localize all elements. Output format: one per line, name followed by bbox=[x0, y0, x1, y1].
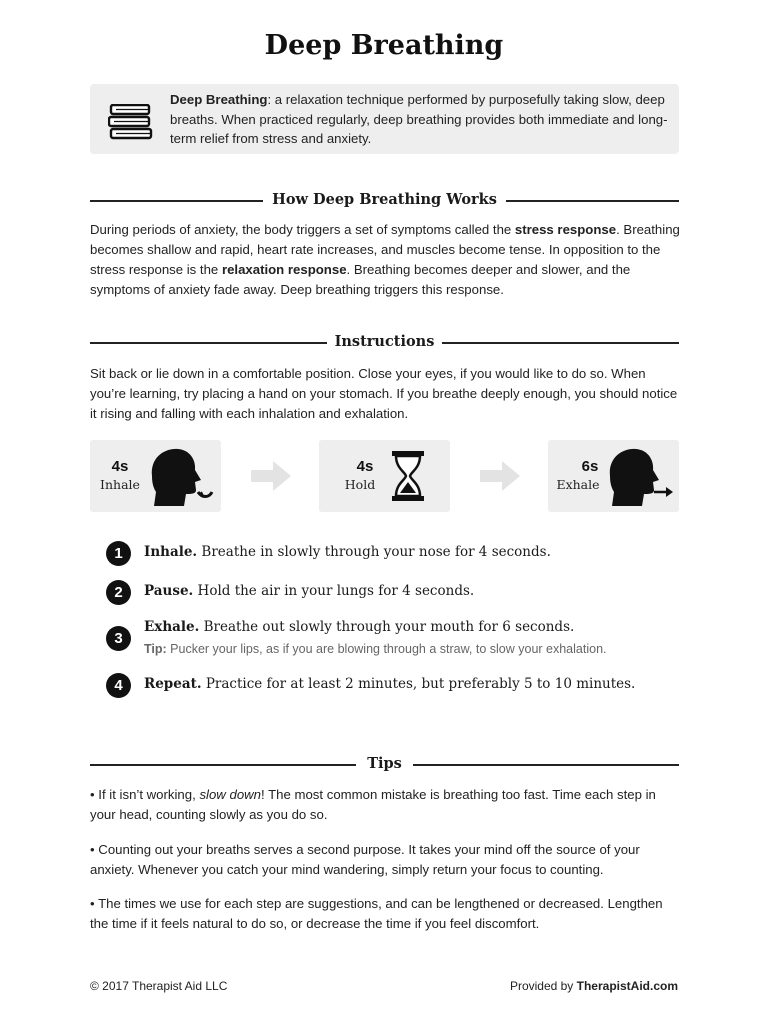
tip-item-3 bbox=[90, 894, 682, 934]
inhale-head-icon bbox=[146, 446, 216, 508]
footer-provided-by bbox=[510, 979, 678, 993]
heading-rule bbox=[506, 200, 679, 202]
step-number-badge: 4 bbox=[106, 673, 131, 698]
step-body: Breathe out slowly through your mouth for 6 seconds. bbox=[199, 619, 575, 635]
definition-body: : a relaxation technique performed by purposefully taking slow, deep breaths. When practiced regularly, deep breathing provides both immediate and long-term relief from stress and anxiety. bbox=[170, 92, 668, 146]
step-text bbox=[144, 583, 474, 599]
stress-response-term: stress response bbox=[514, 222, 617, 237]
how-it-works-paragraph bbox=[90, 220, 682, 300]
tip-item-1 bbox=[90, 785, 682, 825]
instructions-intro: Sit back or lie down in a comfortable position. Close your eyes, if you would like to do so. When you’re learning, try placing a hand on your stomach. If you breathe deeply enough, you should notice it rising and falling with each inhalation and exhalation. bbox=[90, 366, 678, 421]
instruction-step-2 bbox=[106, 580, 686, 610]
step-label: Inhale bbox=[100, 477, 140, 492]
exhale-head-icon bbox=[606, 446, 676, 508]
tip-text: Counting out your breaths serves a second purpose. It takes your mind off the source of your anxiety. Whenever you catch your mind wandering, simply return your focus to counting. bbox=[90, 842, 640, 877]
step-label: Exhale bbox=[556, 477, 600, 492]
definition-text bbox=[170, 90, 670, 149]
step-text bbox=[144, 544, 551, 560]
arrow-right-icon bbox=[480, 458, 520, 494]
instruction-step-4 bbox=[106, 673, 686, 703]
step-title: Repeat. bbox=[144, 676, 202, 692]
footer-brand-link[interactable]: TherapistAid.com bbox=[576, 979, 678, 993]
step-body: Hold the air in your lungs for 4 seconds. bbox=[193, 583, 475, 599]
instruction-step-1 bbox=[106, 541, 686, 571]
tip-emphasis: slow down bbox=[199, 787, 262, 802]
section-heading-tips bbox=[90, 753, 679, 775]
step-label: Hold bbox=[344, 477, 376, 492]
tip-label: Tip: bbox=[144, 642, 167, 656]
bullet: • bbox=[90, 787, 95, 802]
step-text bbox=[144, 676, 635, 692]
para-text: . Breathing becomes deeper and slower, and the symptoms of anxiety fade away. Deep breathing triggers this response. bbox=[90, 262, 631, 297]
heading-rule bbox=[413, 764, 679, 766]
step-body: Practice for at least 2 minutes, but preferably 5 to 10 minutes. bbox=[201, 676, 636, 692]
bullet: • bbox=[90, 842, 95, 857]
heading-label: How Deep Breathing Works bbox=[272, 191, 497, 208]
step-title: Pause. bbox=[144, 583, 194, 599]
heading-label: Instructions bbox=[334, 333, 435, 350]
provided-prefix: Provided by bbox=[509, 979, 577, 993]
step-text bbox=[144, 619, 574, 635]
diagram-step-inhale bbox=[90, 440, 221, 512]
step-tip bbox=[144, 642, 607, 656]
bullet: • bbox=[90, 896, 95, 911]
tip-text: If it isn’t working, bbox=[98, 787, 200, 802]
arrow-right-icon bbox=[251, 458, 291, 494]
step-number-badge: 2 bbox=[106, 580, 131, 605]
section-heading-how bbox=[90, 189, 679, 211]
tip-text: Pucker your lips, as if you are blowing through a straw, to slow your exhalation. bbox=[166, 642, 607, 656]
books-icon bbox=[108, 104, 154, 140]
step-body: Breathe in slowly through your nose for 4 seconds. bbox=[197, 544, 551, 560]
tip-text: ! The most common mistake is breathing too fast. Time each step in your head, counting slowly as you do so. bbox=[90, 787, 656, 822]
step-title: Inhale. bbox=[144, 544, 198, 560]
hourglass-icon bbox=[391, 450, 425, 502]
step-number-badge: 1 bbox=[106, 541, 131, 566]
para-text: During periods of anxiety, the body triggers a set of symptoms called the bbox=[90, 222, 515, 237]
heading-rule bbox=[442, 342, 679, 344]
definition-term: Deep Breathing bbox=[170, 92, 268, 107]
diagram-step-hold bbox=[319, 440, 450, 512]
step-seconds: 4s bbox=[111, 458, 129, 475]
section-heading-instructions bbox=[90, 331, 679, 353]
relaxation-response-term: relaxation response bbox=[221, 262, 347, 277]
tip-item-2 bbox=[90, 840, 682, 880]
step-seconds: 6s bbox=[581, 458, 599, 475]
instruction-step-3 bbox=[106, 619, 686, 656]
step-title: Exhale. bbox=[144, 619, 200, 635]
heading-label: Tips bbox=[367, 755, 402, 772]
definition-box bbox=[90, 84, 679, 154]
para-text: . Breathing becomes shallow and rapid, heart rate increases, and muscles become tense. In opposition to the stress response is the bbox=[90, 222, 680, 277]
tip-text: The times we use for each step are suggestions, and can be lengthened or decreased. Lengthen the time if it feels natural to do so, or decrease the time if you feel discomfort. bbox=[90, 896, 663, 931]
diagram-step-exhale bbox=[548, 440, 679, 512]
footer-copyright: © 2017 Therapist Aid LLC bbox=[90, 979, 228, 993]
page-title: Deep Breathing bbox=[264, 30, 504, 61]
step-number-badge: 3 bbox=[106, 626, 131, 651]
step-seconds: 4s bbox=[356, 458, 374, 475]
